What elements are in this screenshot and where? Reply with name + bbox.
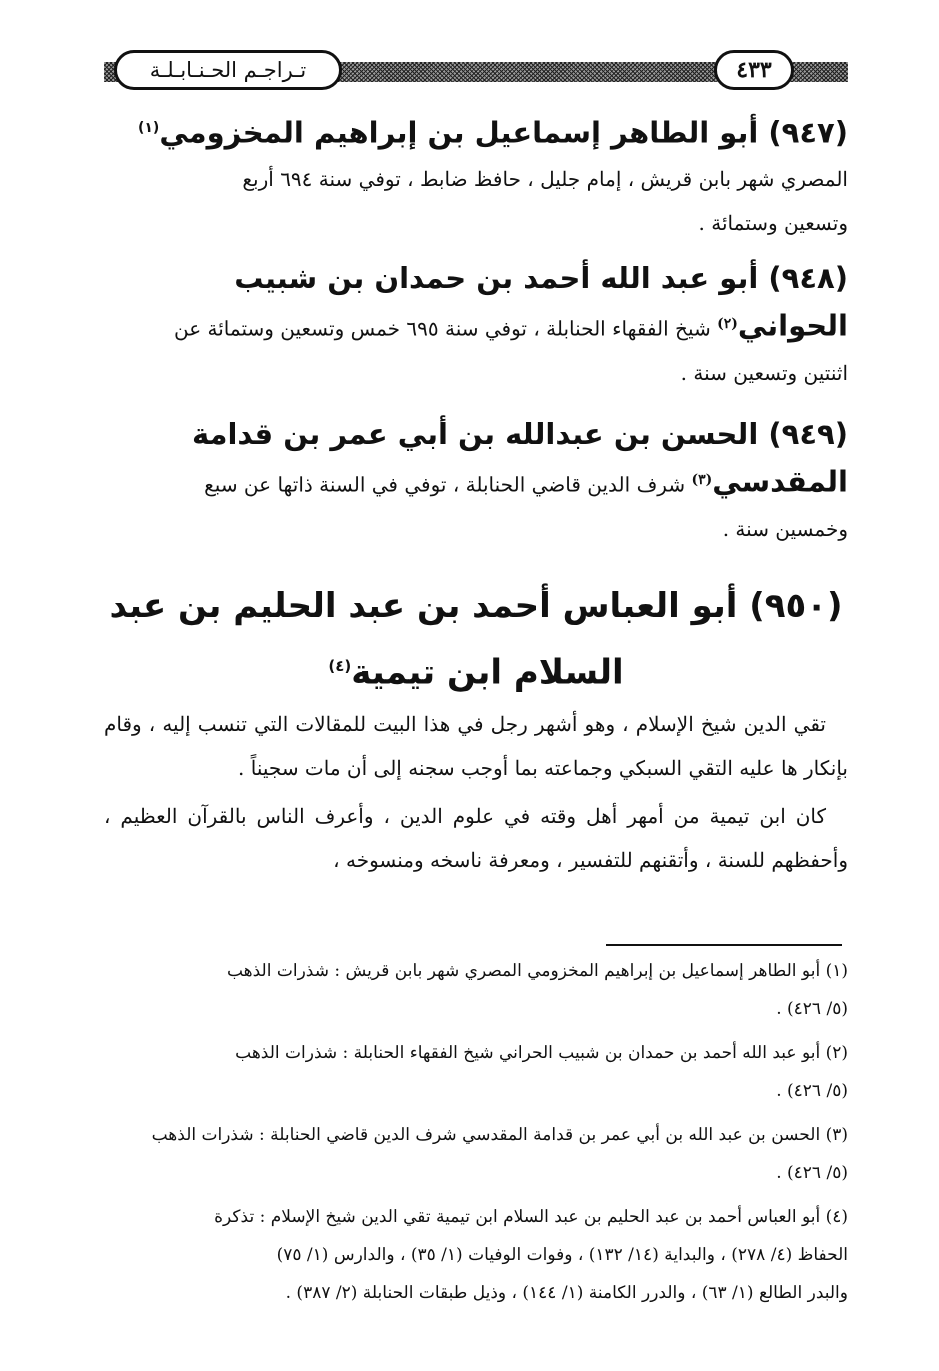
entry-949-title: (٩٤٩) الحسن بن عبدالله بن أبي عمر بن قدامة: [191, 417, 848, 451]
entry-949: [104, 410, 848, 550]
footnote-mark: (٤): [328, 657, 352, 675]
entry-950-title-line1: (٩٥٠) أبو العباس أحمد بن عبد الحليم بن عبد: [109, 586, 843, 626]
entry-949-name-cont: المقدسي: [712, 464, 848, 499]
entry-949-line1: المقدسي$^{(٣)}$ شرف الدين قاضي الحنابلة ، توفي في السنة ذاتها عن سبع: [204, 464, 848, 499]
entry-947-line2: وتسعين وستمائة .: [698, 210, 848, 235]
entry-948-name-cont: الحواني: [737, 308, 848, 343]
footnote-2: (٢) أبو عبد الله أحمد بن حمدان بن شبيب الحراني شيخ الفقهاء الحنابلة : شذرات الذهب (٥/ ٤٢٦) .: [235, 1043, 848, 1101]
entry-950: [104, 576, 848, 882]
entry-948-line1: الحواني$^{(٢)}$ شيخ الفقهاء الحنابلة ، توفي سنة ٦٩٥ خمس وتسعين وستمائة عن: [173, 308, 848, 343]
footnote-mark: (١): [137, 120, 160, 136]
page-number-text: ٤٣٣: [736, 57, 772, 83]
running-title-text: تـراجـم الحـنـابـلـة: [149, 58, 307, 82]
entry-950-paragraph1: تقي الدين شيخ الإسلام ، وهو أشهر رجل في هذا البيت للمقالات التي تنسب إليه ، وقام بإنكار ها عليه التقي السبكي وجماعته بما أوجب سجنه إلى أن مات سجيناً .: [104, 712, 848, 781]
running-title: [114, 50, 342, 90]
footnote-separator: [606, 944, 842, 946]
entry-947-title: (٩٤٧) أبو الطاهر إسماعيل بن إبراهيم المخزومي$^{(١)}$: [137, 115, 848, 150]
footnote-mark: (٣): [691, 472, 713, 488]
footnote-4: (٤) أبو العباس أحمد بن عبد الحليم بن عبد السلام ابن تيمية تقي الدين شيخ الإسلام : تذكرة الحفاظ (٤/ ٢٧٨) ، والبداية (١٤/ ١٣٢) ، وفوات الوفيات (١/ ٣٥) ، والدارس (١/ ٧٥) والبدر الطالع (١/ ٦٣) ، والدرر الكامنة (١/ ١٤٤) ، وذيل طبقات الحنابلة (٢/ ٣٨٧) .: [214, 1207, 848, 1303]
footnote-3: (٣) الحسن بن عبد الله بن أبي عمر بن قدامة المقدسي شرف الدين قاضي الحنابلة : شذرات الذهب (٥/ ٤٢٦) .: [151, 1125, 848, 1183]
footnote-mark: (٢): [717, 316, 738, 332]
page-number: [714, 50, 794, 90]
entry-947: [104, 104, 848, 244]
footnote-1: (١) أبو الطاهر إسماعيل بن إبراهيم المخزومي المصري شهر بابن قريش : شذرات الذهب (٥/ ٤٢٦) .: [226, 961, 848, 1019]
entry-948-line2: اثنتين وتسعين سنة .: [680, 360, 848, 385]
entry-950-title-line2: السلام ابن تيمية$^{(٤)}$: [328, 652, 624, 693]
entry-948: [104, 254, 848, 394]
page-header: [104, 46, 848, 98]
entry-950-paragraph2: كان ابن تيمية من أمهر أهل وقته في علوم الدين ، وأعرف الناس بالقرآن العظيم ، وأحفظهم للسنة ، وأتقنهم للتفسير ، ومعرفة ناسخه ومنسوخه ،: [104, 804, 848, 873]
entry-949-line2: وخمسين سنة .: [722, 516, 848, 541]
footnotes: [104, 952, 848, 1312]
entry-948-title: (٩٤٨) أبو عبد الله أحمد بن حمدان بن شبيب: [234, 261, 848, 295]
entry-947-line1: المصري شهر بابن قريش ، إمام جليل ، حافظ ضابط ، توفي سنة ٦٩٤ أربع: [242, 166, 848, 191]
